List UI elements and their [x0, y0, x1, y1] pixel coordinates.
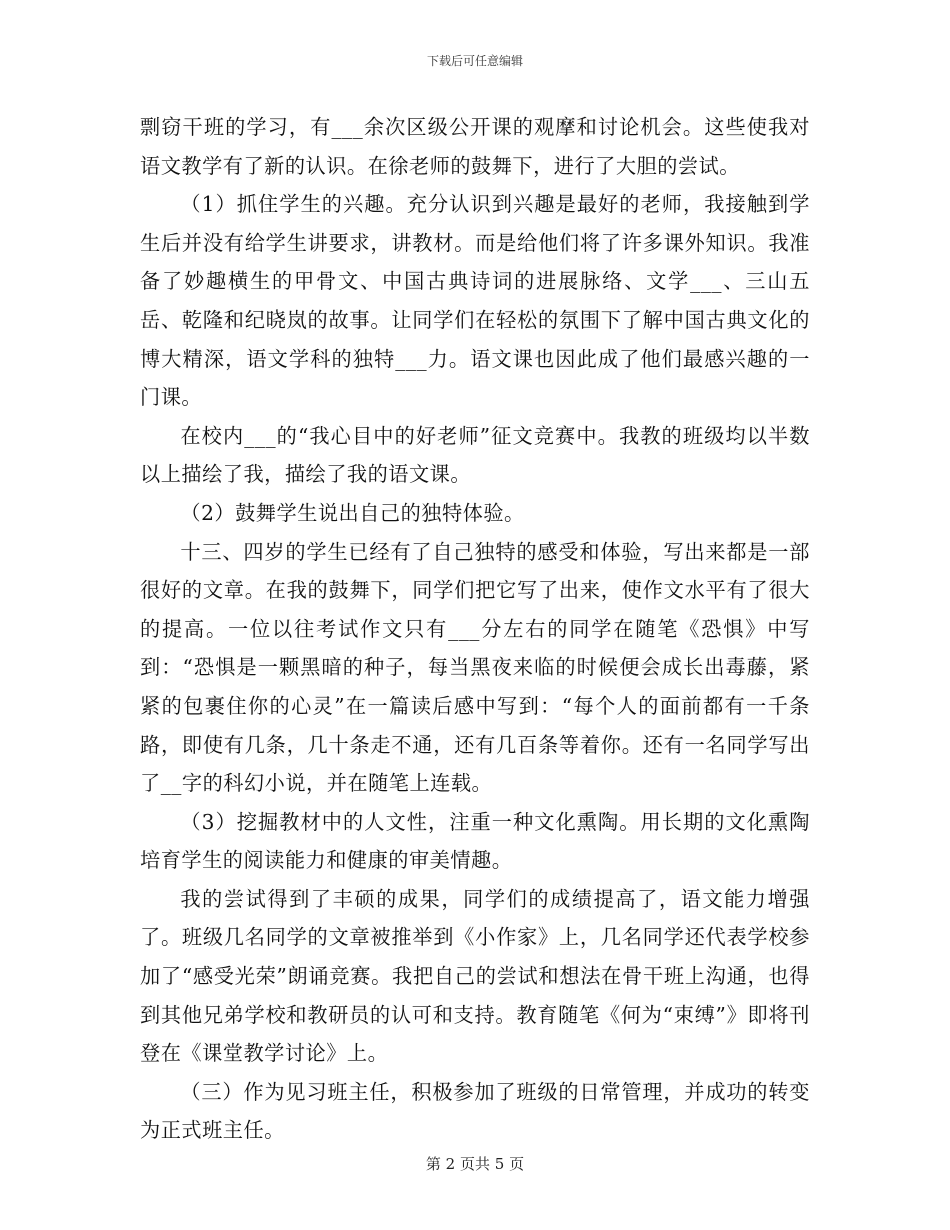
paragraph: 剽窃干班的学习，有___余次区级公开课的观摩和讨论机会。这些使我对语文教学有了新的认识。在徐老师的鼓舞下，进行了大胆的尝试。 — [140, 115, 810, 178]
paragraph: （2）鼓舞学生说出自己的独特体验。 — [180, 500, 525, 525]
page-header: 下载后可任意编辑 — [426, 54, 523, 68]
document-body — [140, 108, 810, 1150]
paragraph: （1）抓住学生的兴趣。充分认识到兴趣是最好的老师，我接触到学生后并没有给学生讲要求，讲教材。而是给他们将了许多课外知识。我准备了妙趣横生的甲骨文、中国古典诗词的进展脉络、文学___、三山五岳、乾隆和纪晓岚的故事。让同学们在轻松的氛围下了解中国古典文化的博大精深，语文学科的独特___力。语文课也因此成了他们最感兴趣的一门课。 — [140, 192, 810, 410]
paragraph: 我的尝试得到了丰硕的成果，同学们的成绩提高了，语文能力增强了。班级几名同学的文章被推举到《小作家》上，几名同学还代表学校参加了“感受光荣”朗诵竞赛。我把自己的尝试和想法在骨干班上沟通，也得到其他兄弟学校和教研员的认可和支持。教育随笔《何为“束缚”》即将刊登在《课堂教学讨论》上。 — [140, 886, 810, 1066]
page-footer: 第 2 页共 5 页 — [425, 1155, 525, 1173]
paragraph: （3）挖掘教材中的人文性，注重一种文化熏陶。用长期的文化熏陶培育学生的阅读能力和健康的审美情趣。 — [140, 809, 810, 873]
paragraph: 十三、四岁的学生已经有了自己独特的感受和体验，写出来都是一部很好的文章。在我的鼓舞下，同学们把它写了出来，使作文水平有了很大的提高。一位以往考试作文只有___分左右的同学在随笔《恐惧》中写到：“恐惧是一颗黑暗的种子，每当黑夜来临的时候便会成长出毒藤，紧紧的包裹住你的心灵”在一篇读后感中写到：“每个人的面前都有一千条路，即使有几条，几十条走不通，还有几百条等着你。还有一名同学写出了__字的科幻小说，并在随笔上连载。 — [140, 539, 810, 796]
paragraph: （三）作为见习班主任，积极参加了班级的日常管理，并成功的转变为正式班主任。 — [140, 1079, 810, 1143]
paragraph: 在校内___的“我心目中的好老师”征文竞赛中。我教的班级均以半数以上描绘了我，描绘了我的语文课。 — [140, 423, 810, 487]
